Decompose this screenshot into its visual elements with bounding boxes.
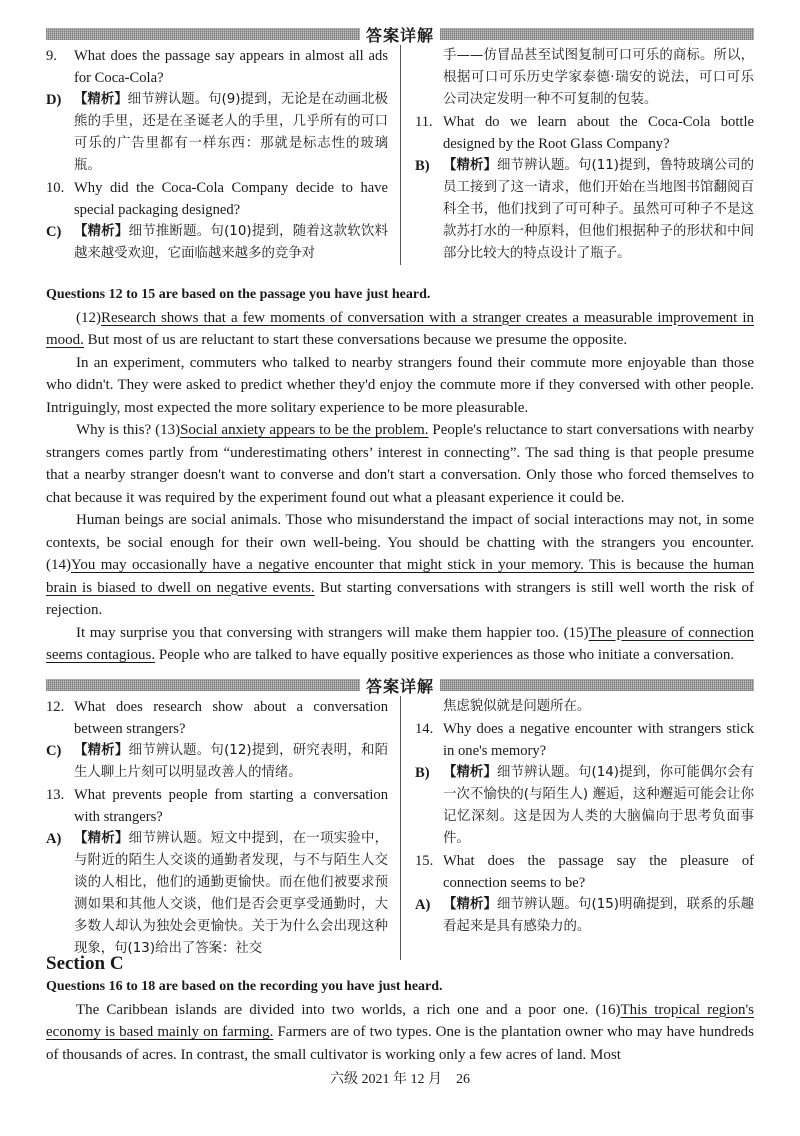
banner-pattern bbox=[46, 28, 360, 40]
banner-pattern bbox=[440, 28, 754, 40]
answer-9: D) 【精析】细节辨认题。句(9)提到，无论是在动画北极熊的手里，还是在圣诞老人的手里，几乎所有的可口可乐的广告里都有一样东西：那就是标志性的玻璃瓶。 bbox=[46, 92, 389, 173]
paragraph-3: Why is this? (13)Social anxiety appears to be the problem. People's reluctance to start conversations with nearby strangers comes partly from “underestimating others’ interest in connecting”. The sad thing is that people presume that a nearby stranger doesn't want to converse and don't start a conversation. Only those who forced themselves to chat because it was required by the experiment found out what a pleasant experience it could be. bbox=[46, 422, 754, 506]
passage-heading: Questions 16 to 18 are based on the recording you have just heard. bbox=[46, 979, 443, 994]
paragraph-2: In an experiment, commuters who talked to nearby strangers found their commute more enjoyable than those who didn't. They were asked to predict whether they'd enjoy the commute more if they conversed with other people. Intriguingly, most expected the more solitary experience to be more pleasurable. bbox=[46, 354, 754, 416]
left-column bbox=[46, 45, 400, 265]
footer-label: 六级 2021 年 12 月 bbox=[330, 1072, 442, 1087]
banner-title: 答案详解 bbox=[366, 25, 435, 45]
question-9: 9. What does the passage say appears in almost all ads for Coca-Cola? bbox=[46, 48, 388, 86]
question-13: 13. What prevents people from starting a conversation with strangers? bbox=[46, 787, 388, 825]
answer-12: C) 【精析】细节辨认题。句(12)提到，研究表明，和陌生人聊上片刻可以明显改善人的情绪。 bbox=[46, 743, 388, 780]
banner-pattern bbox=[440, 679, 754, 691]
answer-block-1 bbox=[46, 45, 754, 265]
right-column bbox=[400, 45, 754, 265]
paragraph-1: The Caribbean islands are divided into two worlds, a rich one and a poor one. (16)This tropical region's economy is based mainly on farming. Farmers are of two types. One is the plantation owner who may have hundreds of thousands of acres. In contrast, the small cultivator is working only a few acres of land. Most bbox=[46, 1001, 755, 1063]
question-12: 12. What does research show about a conversation between strangers? bbox=[46, 699, 388, 737]
question-10: 10. Why did the Coca-Cola Company decide to have special packaging designed? bbox=[46, 180, 388, 218]
page-number: 26 bbox=[456, 1072, 470, 1087]
passage-heading: Questions 12 to 15 are based on the passage you have just heard. bbox=[46, 287, 431, 302]
paragraph-4: Human beings are social animals. Those who misunderstand the impact of social interactions may not, in some contexts, be social enough for their own well-being. You should be chatting with the strangers you encounter. (14)You may occasionally have a negative encounter that might stick in your memory. This is because the human brain is biased to dwell on negative events. But starting conversations with strangers is still well worth the risk of rejection. bbox=[46, 512, 754, 618]
answer-11: B) 【精析】细节辨认题。句(11)提到，鲁特玻璃公司的员工接到了这一请求，他们开始在当地图书馆翻阅百科全书，他们找到了可可种子。虽然可可种子不是这款苏打水的一种原料，但他们根据种子的形状和中间部分比较大的特点设计了瓶子。 bbox=[415, 158, 754, 261]
question-14: 14. Why does a negative encounter with strangers stick in one's memory? bbox=[415, 721, 754, 759]
question-15: 15. What does the passage say the pleasure of connection seems to be? bbox=[415, 853, 754, 891]
banner-pattern bbox=[46, 679, 360, 691]
answer-15: A) 【精析】细节辨认题。句(15)明确提到，联系的乐趣看起来是具有感染力的。 bbox=[415, 897, 754, 934]
question-11: 11. What do we learn about the Coca-Cola bottle designed by the Root Glass Company? bbox=[415, 114, 754, 152]
answer-banner-1 bbox=[46, 25, 754, 45]
paragraph-5: It may surprise you that conversing with strangers will make them happier too. (15)The pleasure of connection seems contagious. People who are talked to have equally positive experiences as those who initiate a conversation. bbox=[46, 624, 754, 663]
passage-16-18 bbox=[46, 976, 754, 1066]
answer-block-2 bbox=[46, 696, 754, 960]
answer-14: B) 【精析】细节辨认题。句(14)提到，你可能偶尔会有一次不愉快的(与陌生人) 邂逅，这种邂逅可能会让你记忆深刻。这是因为人类的大脑偏向于思考负面事件。 bbox=[415, 765, 754, 846]
answer-banner-2 bbox=[46, 676, 754, 696]
paragraph-1: (12)Research shows that a few moments of conversation with a stranger creates a measurable improvement in mood. But most of us are reluctant to start these conversations because we presume the opposite. bbox=[46, 309, 754, 348]
banner-title: 答案详解 bbox=[366, 676, 435, 696]
section-c-title: Section C bbox=[46, 953, 124, 974]
right-column bbox=[400, 696, 754, 960]
answer-10-continued: 手——仿冒品甚至试图复制可口可乐的商标。所以，根据可口可乐历史学家泰德·瑞安的说法，可口可乐公司决定发明一种不可复制的包装。 bbox=[443, 48, 754, 107]
answer-13-continued: 焦虑貌似就是问题所在。 bbox=[443, 699, 591, 714]
answer-10: C) 【精析】细节推断题。句(10)提到，随着这款软饮料越来越受欢迎，它面临越来越多的竞争对 bbox=[46, 224, 388, 261]
passage-12-15 bbox=[46, 284, 754, 667]
page-footer bbox=[0, 1068, 800, 1088]
answer-13: A) 【精析】细节辨认题。短文中提到，在一项实验中，与附近的陌生人交谈的通勤者发现，与不与陌生人交谈的人相比，他们的通勤更愉快。而在他们被要求预测如果和其他人交谈，他们是否会更享受通勤时，大多数人却认为独处会更愉快。关于为什么会出现这种现象，句(13)给出了答案：社交 bbox=[46, 831, 388, 956]
left-column bbox=[46, 696, 400, 960]
